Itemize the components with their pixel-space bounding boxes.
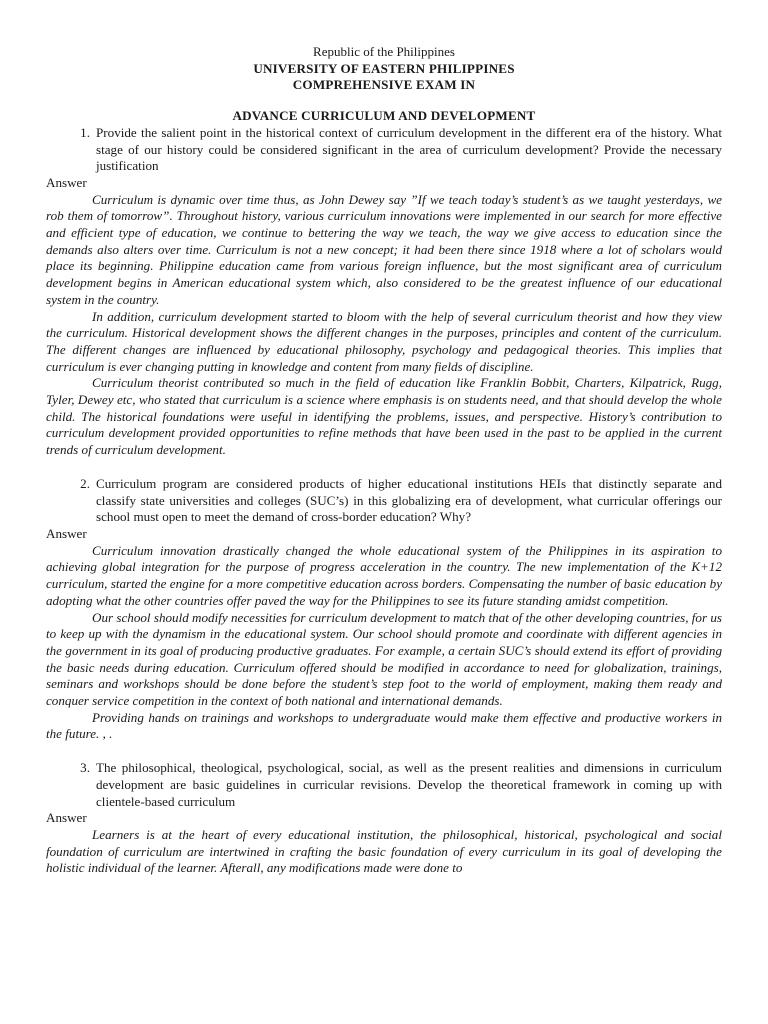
question-text: The philosophical, theological, psychological, social, as well as the present realities and dimensions in curriculum development are basic guidelines in curricular revisions. Develop the theoretical framework in coming up with clientele-based curriculum bbox=[96, 760, 722, 809]
question-number: 3. bbox=[80, 760, 90, 776]
question-text: Curriculum program are considered products of higher educational institutions HEIs that distinctly separate and classify state universities and colleges (SUC’s) in this globalizing era of development, what curricular offerings our school must open to meet the demand of cross-border education? Why? bbox=[96, 475, 722, 525]
answer-paragraph: Learners is at the heart of every educational institution, the philosophical, historical, psychological and social foundation of curriculum are intertwined in crafting the basic foundation of every curriculum in its goal of developing the holistic individual of the learner. Afterall, any modifications made were done to bbox=[46, 826, 722, 876]
subject-title: ADVANCE CURRICULUM AND DEVELOPMENT bbox=[232, 108, 536, 124]
answer-paragraph: Curriculum is dynamic over time thus, as John Dewey say ”If we teach today’s student’s as we taught yesterdays, we rob them of tomorrow”. Throughout history, various curriculum innovations were implemented in our search for more effective and efficient type of education, we continue to bettering the way we teach, the way we give access to education since the demands also alters over time. Curriculum is not a new concept; it had been there since 1918 where a lot of scholars would place its beginning. Philippine education came from various foreign influence, but the most significant area of curriculum development begins in American educational system which, also considered to be the greatest influence of our educational system in the country. bbox=[46, 191, 722, 307]
answer-paragraph: Curriculum theorist contributed so much in the field of education like Franklin Bobbit, Charters, Kilpatrick, Rugg, Tyler, Dewey etc, who stated that curriculum is a science where emphasis is on students need, and that should develop the whole child. The historical foundations were useful in identifying the problems, issues, and perspective. History’s contribution to curriculum development provided opportunities to refine methods that have been used in the past to be applied in the current trends of curriculum development. bbox=[46, 375, 722, 458]
answer-paragraph: In addition, curriculum development started to bloom with the help of several curriculum theorist and how they view the curriculum. Historical development shows the different changes in the purposes, principles and content of the curriculum. The different changes are influenced by educational philosophy, psychology and pedagogical theories. This implies that curriculum is ever changing putting in knowledge and content from many fields of discipline. bbox=[46, 308, 722, 374]
question-1 bbox=[46, 125, 722, 175]
exam-title: COMPREHENSIVE EXAM IN bbox=[292, 77, 476, 93]
answer-label: Answer bbox=[46, 525, 87, 541]
question-text: Provide the salient point in the historical context of curriculum development in the different era of the history. What stage of our history could be considered significant in the area of curriculum development? Provide the necessary justification bbox=[96, 124, 722, 174]
answer-label: Answer bbox=[46, 810, 87, 826]
republic-line: Republic of the Philippines bbox=[313, 44, 455, 59]
answer-label: Answer bbox=[46, 174, 87, 190]
university-name: UNIVERSITY OF EASTERN PHILIPPINES bbox=[253, 60, 515, 76]
question-2 bbox=[46, 476, 722, 526]
answer-paragraph: Providing hands on trainings and workshops to undergraduate would make them effective and productive workers in the future. , . bbox=[46, 709, 722, 742]
answer-paragraph: Curriculum innovation drastically changed the whole educational system of the Philippines in its aspiration to achieving global integration for the purpose of progress acceleration in the country. The new implementation of the K+12 curriculum, started the engine for a more competitive education across borders. Compensating the number of basic education by adopting what the other countries offer paved the way for the Philippines to see its future standing amidst competition. bbox=[46, 542, 722, 608]
question-number: 2. bbox=[80, 475, 90, 491]
answer-paragraph: Our school should modify necessities for curriculum development to match that of the other developing countries, for us to keep up with the dynamism in the educational system. Our school should promote and coordinate with different agencies in the government in its goal of producing productive graduates. For example, a certain SUC’s should extend its effort of providing the basic needs during education. Curriculum offered should be modified in accordance to need for globalization, trainings, seminars and workshops should be done before the student’s step foot to the world of employment, making them ready and conquer service competition in the context of both national and international demands. bbox=[46, 609, 722, 709]
question-3 bbox=[46, 760, 722, 810]
question-number: 1. bbox=[80, 124, 90, 140]
